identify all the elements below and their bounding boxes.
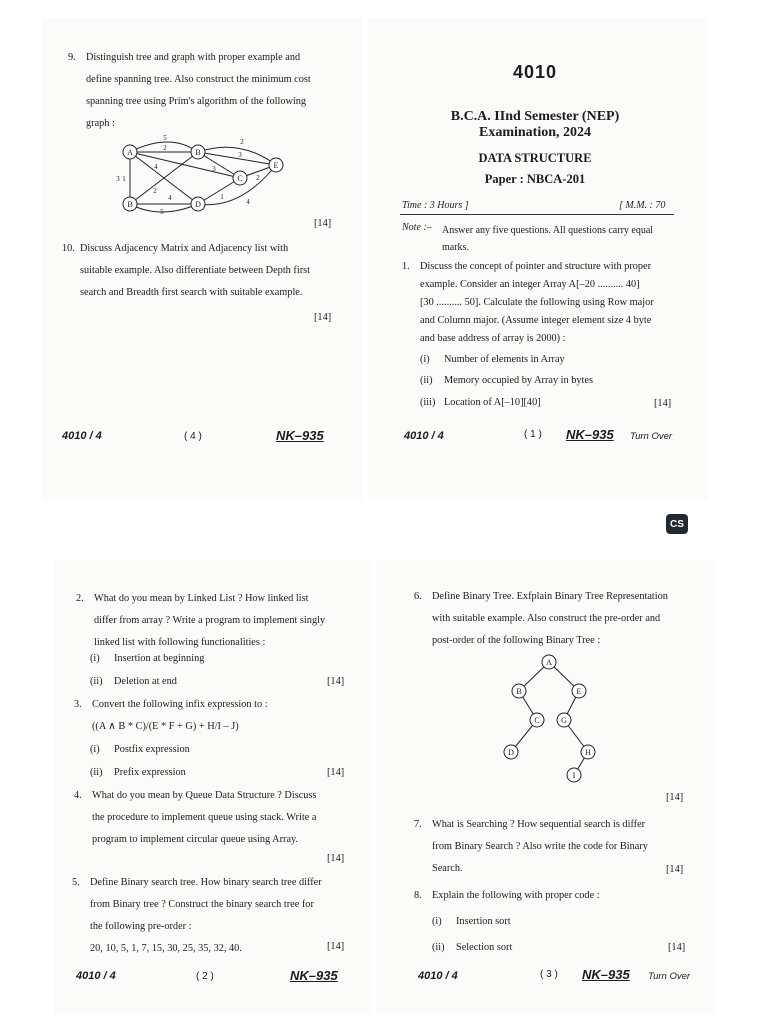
question-line: Convert the following infix expression to : <box>92 699 268 710</box>
sub-text: Memory occupied by Array in bytes <box>444 375 593 386</box>
course-title: B.C.A. IInd Semester (NEP) <box>450 109 620 124</box>
edge-weight: 3 <box>212 165 216 173</box>
question-line: graph : <box>86 118 115 129</box>
question-number: 8. <box>414 890 422 901</box>
sub-question <box>432 916 511 927</box>
question-number: 3. <box>74 699 82 710</box>
marks-label: [14] <box>666 792 684 803</box>
question-number: 6. <box>414 591 422 602</box>
note-text <box>442 222 682 256</box>
question-line: What do you mean by Linked List ? How linked list <box>94 593 309 604</box>
tree-node-label: G <box>561 716 567 725</box>
question-line: example. Consider an integer Array A[–20 .......... 40] <box>420 279 640 290</box>
sub-text: Postfix expression <box>114 744 190 755</box>
edge-weight: 2 <box>153 187 157 195</box>
question-10 <box>62 238 352 304</box>
tree-node-label: B <box>516 687 522 696</box>
marks-label: [14] <box>666 864 684 875</box>
tree-node-label: D <box>508 748 514 757</box>
edge-weight: 2 <box>163 144 167 152</box>
max-marks-label: [ M.M. : 70 <box>619 200 666 211</box>
weighted-graph-diagram <box>110 130 300 220</box>
footer-nk-code: NK–935 <box>290 968 338 983</box>
marks-label: [14] <box>654 398 672 409</box>
footer-paper-code: 4010 / 4 <box>418 970 458 982</box>
footer-nk-code: NK–935 <box>566 427 614 442</box>
question-line: define spanning tree. Also construct the minimum cost <box>86 74 311 85</box>
question-line: suitable example. Also differentiate between Depth first <box>80 265 310 276</box>
tree-node-label: A <box>546 658 552 667</box>
footer-paper-code: 4010 / 4 <box>76 970 116 982</box>
question-line: What do you mean by Queue Data Structure ? Discuss <box>92 790 317 801</box>
sub-text: Insertion sort <box>456 916 511 927</box>
marks-label: [14] <box>327 676 345 687</box>
question-line: the procedure to implement queue using stack. Write a <box>92 812 317 823</box>
graph-node-label: D <box>195 200 201 209</box>
sub-numeral: (i) <box>90 744 100 755</box>
paper-code-text: 4010 <box>512 62 558 82</box>
exam-title: Examination, 2024 <box>478 125 591 140</box>
question-line: program to implement circular queue using Array. <box>92 834 299 845</box>
sub-question <box>90 744 190 755</box>
question-line: and base address of array is 2000) : <box>420 333 566 344</box>
question-line: differ from array ? Write a program to implement singly <box>94 615 326 626</box>
sub-numeral: (i) <box>90 653 100 664</box>
edge-weight: 4 <box>168 194 172 202</box>
edge-weight: 2 <box>240 138 244 146</box>
question-number: 1. <box>402 261 410 272</box>
edge-weight: 5 <box>163 134 167 142</box>
question-line: Distinguish tree and graph with proper example and <box>86 52 301 63</box>
question-number: 9. <box>68 52 76 63</box>
question-line: linked list with following functionalities : <box>94 637 266 648</box>
question-4 <box>74 785 366 851</box>
note-line: Answer any five questions. All questions carry equal <box>442 225 654 236</box>
sub-text: Insertion at beginning <box>114 653 205 664</box>
paper-title: Paper : NBCA-201 <box>484 172 586 186</box>
question-line: Discuss Adjacency Matrix and Adjacency list with <box>80 243 289 254</box>
question-number: 2. <box>76 593 84 604</box>
marks-label: [14] <box>668 942 686 953</box>
question-number: 7. <box>414 819 422 830</box>
sub-question <box>90 676 177 687</box>
sub-question <box>420 354 565 365</box>
question-6 <box>414 586 714 652</box>
sub-text: Location of A[–10][40] <box>444 397 541 408</box>
edge-weight: 4 <box>154 163 158 171</box>
camscanner-badge: CS <box>666 514 688 534</box>
note-label: Note :– <box>402 222 432 233</box>
sub-numeral: (i) <box>420 354 430 365</box>
binary-tree-diagram <box>494 652 604 786</box>
sub-question <box>420 397 541 408</box>
question-line: Define Binary Tree. Exfplain Binary Tree Representation <box>432 591 668 602</box>
edge-weight: 3 <box>238 151 242 159</box>
question-line: What is Searching ? How sequential search is differ <box>432 819 646 830</box>
sub-numeral: (iii) <box>420 397 436 408</box>
question-line: with suitable example. Also construct the pre-order and <box>432 613 661 624</box>
marks-label: [14] <box>314 218 332 229</box>
graph-node-label: C <box>237 174 243 183</box>
sub-numeral: (ii) <box>90 767 103 778</box>
footer-paper-code: 4010 / 4 <box>404 430 444 442</box>
marks-label: [14] <box>327 941 345 952</box>
question-9 <box>68 47 348 135</box>
subject-title: DATA STRUCTURE <box>478 151 592 165</box>
note-line: marks. <box>442 242 469 253</box>
sub-question <box>90 653 204 664</box>
preorder-sequence: 20, 10, 5, 1, 7, 15, 30, 25, 35, 32, 40. <box>90 943 242 954</box>
sub-text: Prefix expression <box>114 767 186 778</box>
footer-nk-code: NK–935 <box>276 428 324 443</box>
question-number: 4. <box>74 790 82 801</box>
question-line: Discuss the concept of pointer and structure with proper <box>420 261 652 272</box>
question-5 <box>72 872 366 960</box>
graph-node-label: E <box>273 161 279 170</box>
footer-turn-over: Turn Over <box>648 971 691 982</box>
question-line: from Binary Search ? Also write the code for Binary <box>432 841 648 852</box>
tree-node-label: E <box>576 687 582 696</box>
question-3 <box>74 694 364 738</box>
graph-node-label: A <box>127 148 133 157</box>
question-line: Explain the following with proper code : <box>432 890 600 901</box>
graph-node-label: B <box>195 148 201 157</box>
edge-weight: 5 <box>160 208 164 216</box>
sub-numeral: (ii) <box>432 942 445 953</box>
sub-question <box>90 767 186 778</box>
sub-question <box>432 942 512 953</box>
question-number: 5. <box>72 877 80 888</box>
footer-page-number: ( 2 ) <box>196 971 214 982</box>
marks-label: [14] <box>327 853 345 864</box>
marks-label: [14] <box>314 312 332 323</box>
time-label: Time : 3 Hours ] <box>402 200 469 211</box>
footer-nk-code: NK–935 <box>582 967 630 982</box>
question-line: Search. <box>432 863 463 874</box>
header-divider <box>400 214 674 215</box>
question-line: search and Breadth first search with suitable example. <box>80 287 303 298</box>
footer-turn-over: Turn Over <box>630 431 673 442</box>
question-line: from Binary tree ? Construct the binary search tree for <box>90 899 314 910</box>
footer-page-number: ( 4 ) <box>184 431 202 442</box>
sub-numeral: (ii) <box>90 676 103 687</box>
sub-text: Selection sort <box>456 942 513 953</box>
question-line: spanning tree using Prim's algorithm of the following <box>86 96 307 107</box>
sub-question <box>420 375 593 386</box>
sub-numeral: (i) <box>432 916 442 927</box>
tree-node-label: C <box>534 716 540 725</box>
edge-weight: 1 <box>122 175 126 183</box>
question-line: [30 .......... 50]. Calculate the following using Row major <box>420 297 654 308</box>
marks-label: [14] <box>327 767 345 778</box>
question-line: Define Binary search tree. How binary search tree differ <box>90 877 322 888</box>
sub-numeral: (ii) <box>420 375 433 386</box>
edge-weight: 4 <box>246 198 250 206</box>
paper-code <box>380 62 690 83</box>
edge-weight: 2 <box>256 174 260 182</box>
question-8 <box>414 885 714 907</box>
question-number: 10. <box>62 243 75 254</box>
question-2 <box>76 588 366 654</box>
infix-expression: ((A ∧ B * C)/(E * F + G) + H/I – J) <box>92 721 239 732</box>
sub-text: Deletion at end <box>114 676 177 687</box>
footer-page-number: ( 1 ) <box>524 429 542 440</box>
question-line: post-order of the following Binary Tree : <box>432 635 601 646</box>
footer-paper-code: 4010 / 4 <box>62 430 102 442</box>
graph-node-label: B <box>127 200 133 209</box>
footer-page-number: ( 3 ) <box>540 969 558 980</box>
question-line: the following pre-order : <box>90 921 192 932</box>
tree-node-label: H <box>585 748 591 757</box>
question-1 <box>402 258 692 348</box>
sub-text: Number of elements in Array <box>444 354 565 365</box>
tree-node-label: I <box>572 771 576 780</box>
edge-weight: 3 <box>116 175 120 183</box>
question-line: and Column major. (Assume integer element size 4 byte <box>420 315 652 326</box>
edge-weight: 1 <box>220 193 224 201</box>
